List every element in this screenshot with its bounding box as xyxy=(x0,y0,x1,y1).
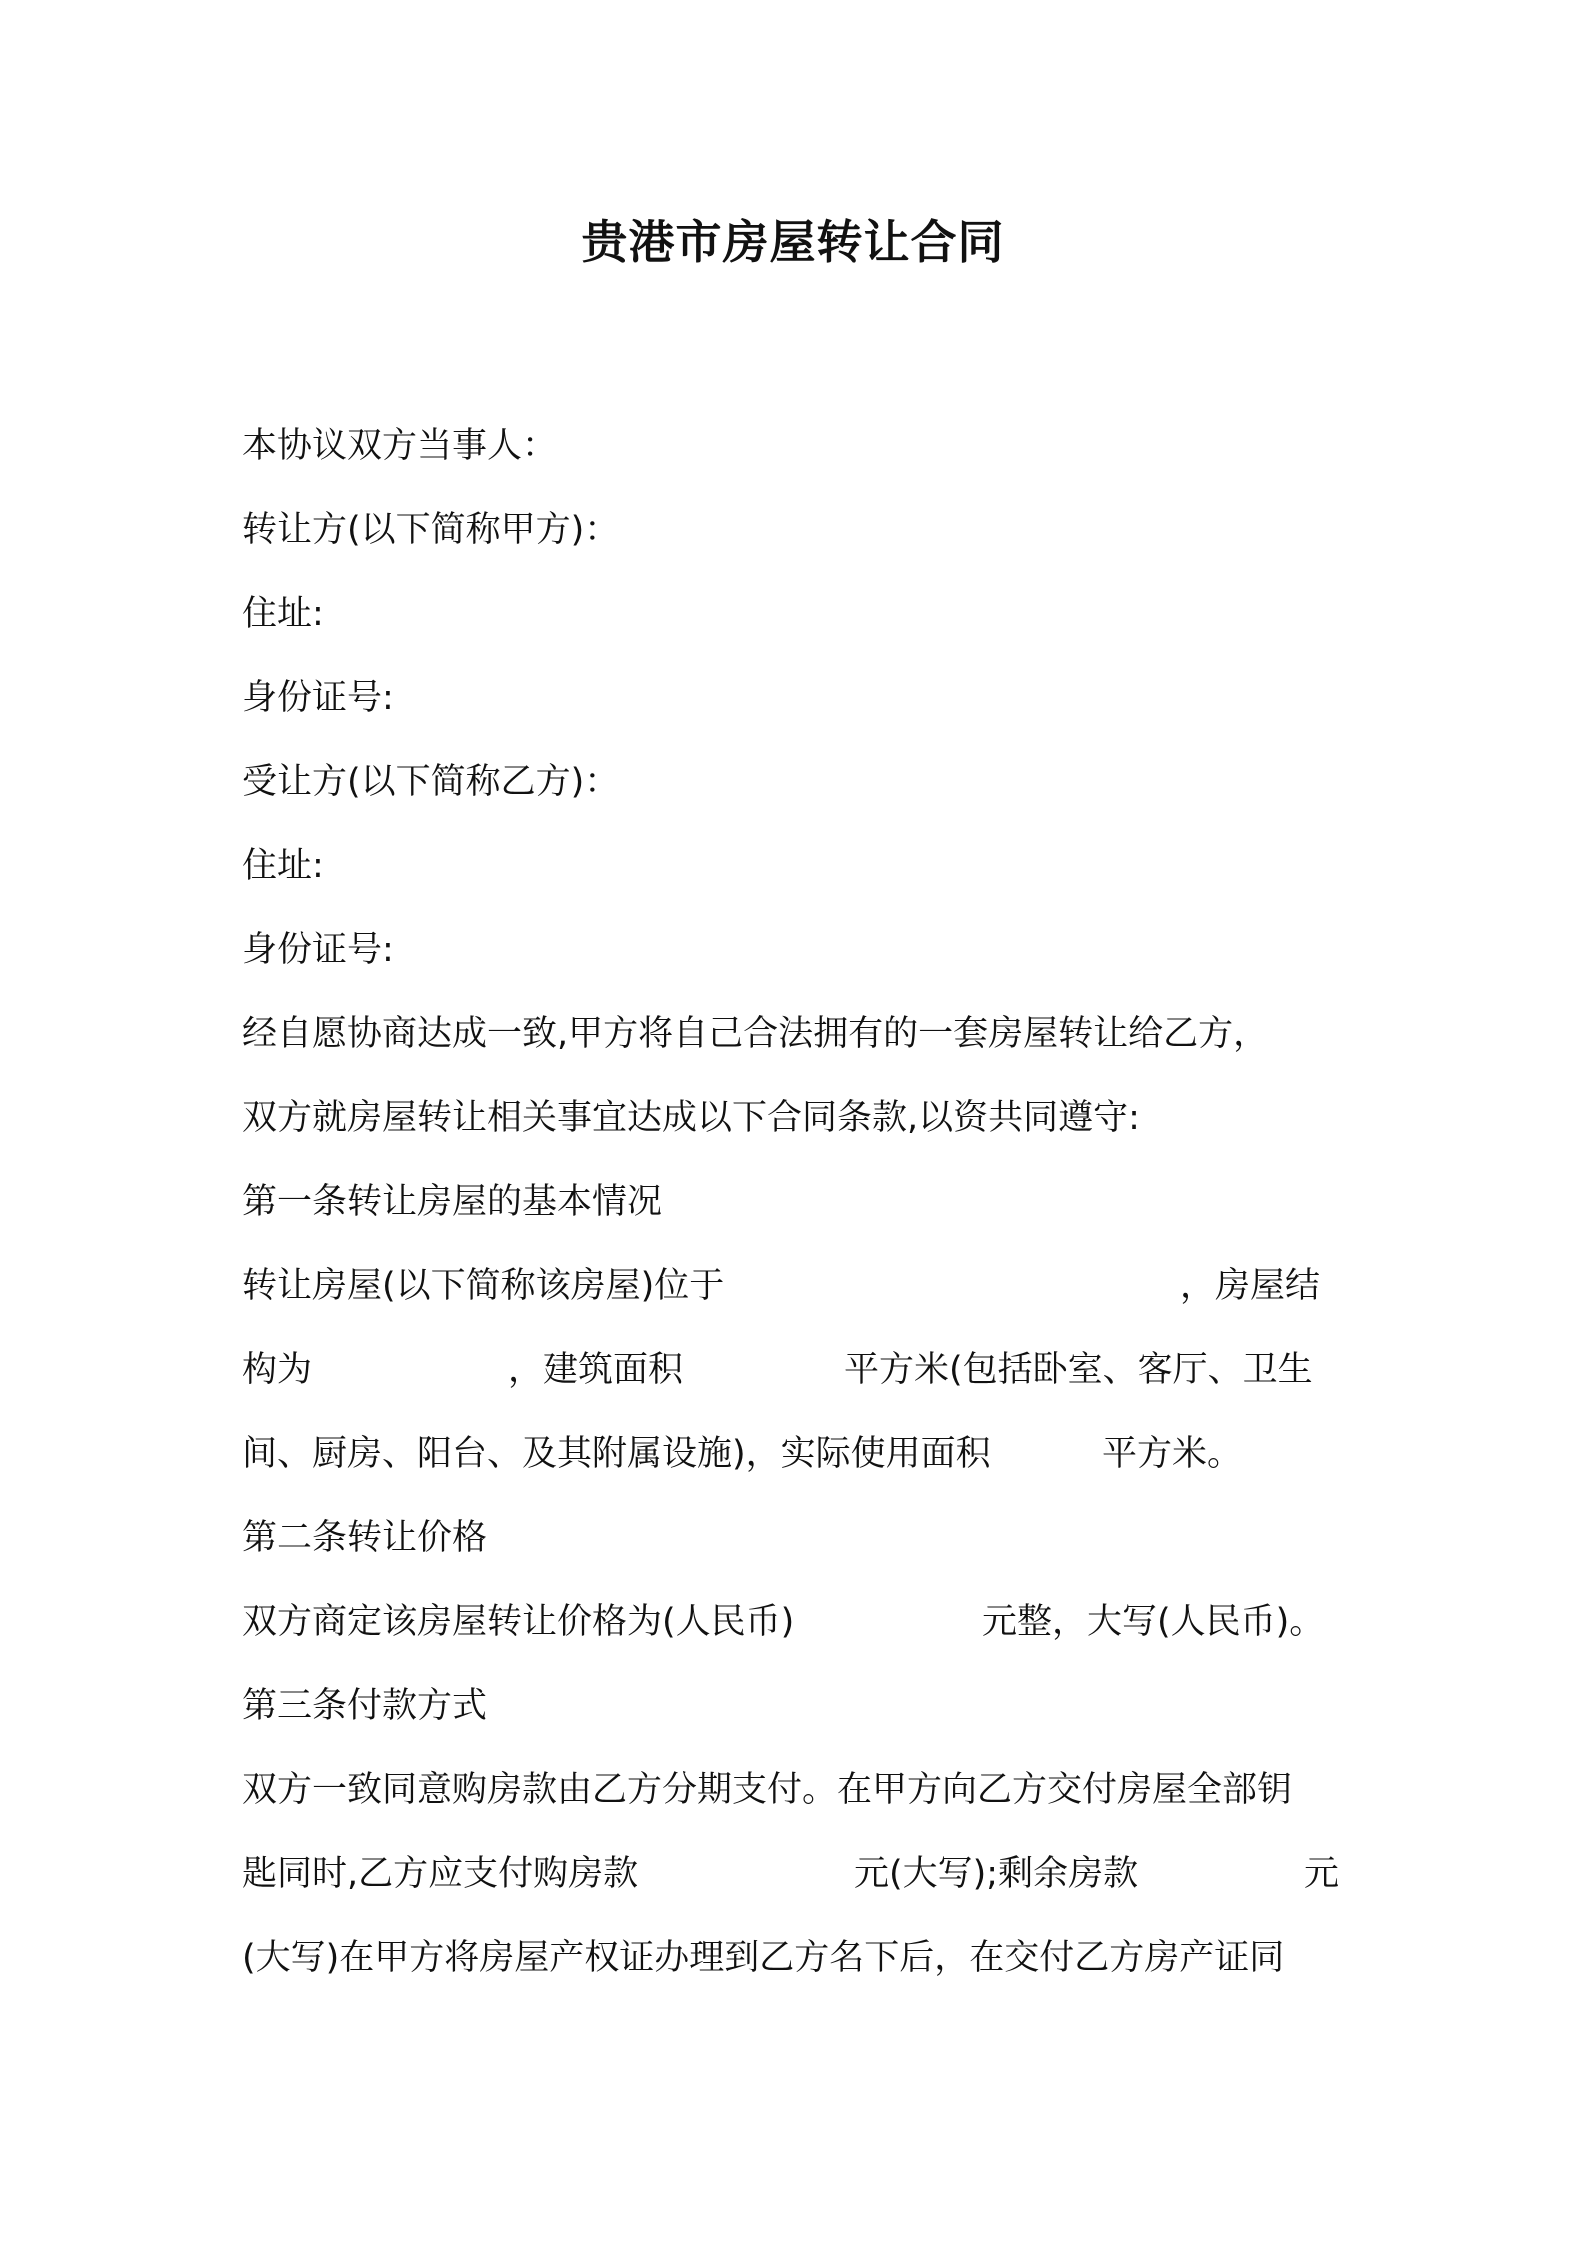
article-2-heading: 第二条转让价格 xyxy=(242,1518,488,1558)
remaining-payment-label: 元(大写);剩余房款 xyxy=(854,1854,1139,1894)
preamble-line-1: 经自愿协商达成一致,甲方将自己合法拥有的一套房屋转让给乙方， xyxy=(242,1014,1269,1054)
transferee-id-label: 身份证号: xyxy=(242,930,394,970)
transferee-address-label: 住址: xyxy=(242,846,324,886)
article-3-line-1: 双方一致同意购房款由乙方分期支付。在甲方向乙方交付房屋全部钥 xyxy=(242,1770,1293,1810)
structure-label: 构为 xyxy=(242,1350,313,1390)
document-title: 贵港市房屋转让合同 xyxy=(581,215,1005,269)
article-1-line-3 xyxy=(242,1412,1362,1496)
remaining-payment-unit: 元 xyxy=(1304,1854,1340,1894)
transferee-label: 受让方(以下简称乙方)： xyxy=(242,762,620,802)
article-1-line-2 xyxy=(242,1328,1362,1412)
parties-heading: 本协议双方当事人： xyxy=(242,426,558,466)
article-3-heading: 第三条付款方式 xyxy=(242,1686,488,1726)
transferor-label: 转让方(以下简称甲方)： xyxy=(242,510,620,550)
transferor-address-label: 住址: xyxy=(242,594,324,634)
article-3-line-3: (大写)在甲方将房屋产权证办理到乙方名下后，在交付乙方房产证同 xyxy=(242,1938,1285,1978)
document-body xyxy=(242,404,1362,2000)
price-unit: 元整，大写(人民币)。 xyxy=(982,1602,1325,1642)
usable-area-unit: 平方米。 xyxy=(1102,1434,1243,1474)
usable-area-label: 间、厨房、阳台、及其附属设施)，实际使用面积 xyxy=(242,1434,991,1474)
down-payment-label: 匙同时,乙方应支付购房款 xyxy=(242,1854,639,1894)
article-1-heading: 第一条转让房屋的基本情况 xyxy=(242,1182,663,1222)
price-label: 双方商定该房屋转让价格为(人民币) xyxy=(242,1602,795,1642)
preamble-line-2: 双方就房屋转让相关事宜达成以下合同条款,以资共同遵守: xyxy=(242,1098,1140,1138)
location-text: 转让房屋(以下简称该房屋)位于 xyxy=(242,1266,725,1306)
floor-area-unit: 平方米(包括卧室、客厅、卫生 xyxy=(844,1350,1313,1390)
article-1-line-1 xyxy=(242,1244,1362,1328)
transferor-id-label: 身份证号: xyxy=(242,678,394,718)
floor-area-label: ，建筑面积 xyxy=(508,1350,684,1390)
article-3-line-2 xyxy=(242,1832,1362,1916)
article-2-line-1 xyxy=(242,1580,1362,1664)
structure-text: ，房屋结 xyxy=(1180,1266,1321,1306)
